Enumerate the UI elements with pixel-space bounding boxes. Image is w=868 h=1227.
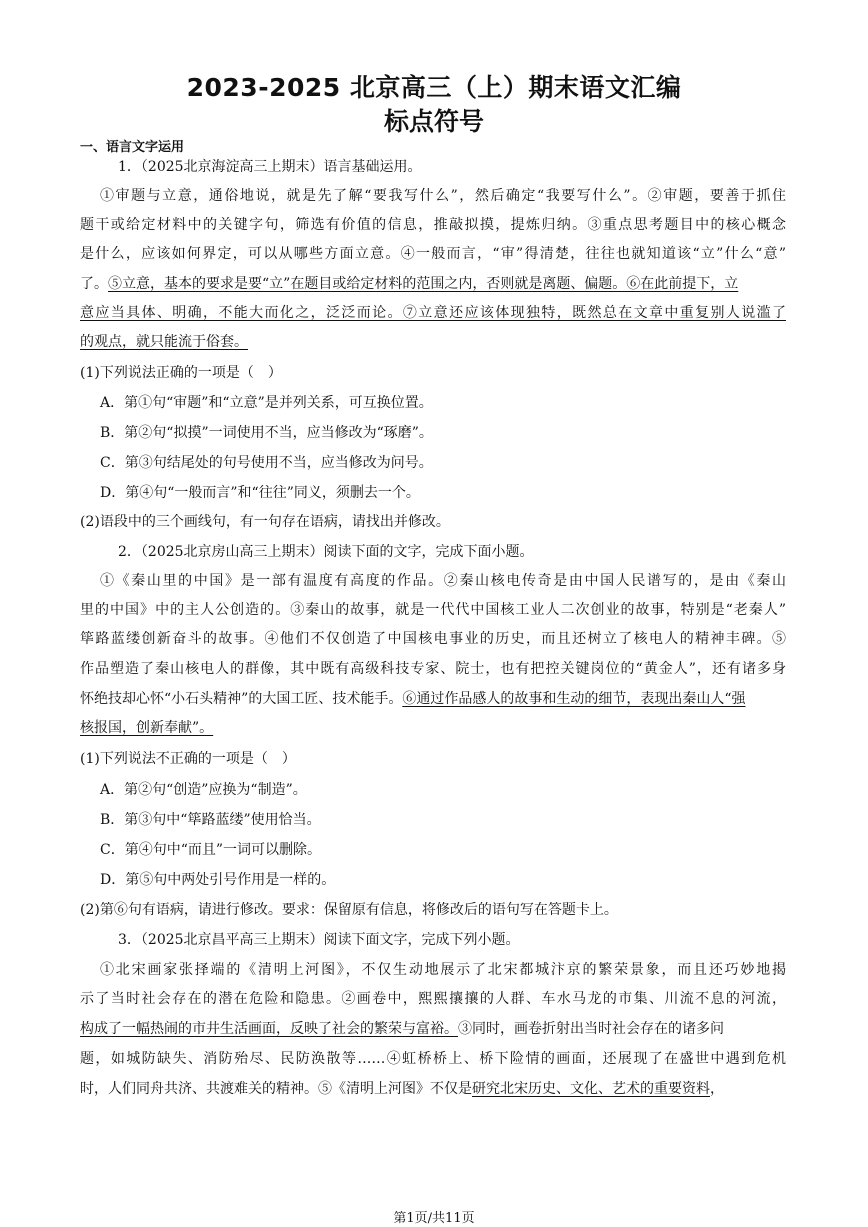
q3-underlined-sentence: 构成了一幅热闹的市井生活画面，反映了社会的繁荣与富裕。 xyxy=(80,1021,458,1037)
q1-paragraph-line: 是什么，应该如何界定，可以从哪些方面立意。④一般而言，“审”得清楚，往往也就知道该“立”什么“意” xyxy=(80,246,786,262)
q2-underlined-sentence: 核报国，创新奉献”。 xyxy=(80,720,214,736)
q2-option-d: D．第⑤句中两处引号作用是一样的。 xyxy=(100,872,336,888)
section-heading: 一、语言文字运用 xyxy=(80,140,185,155)
q1-subquestion-1: (1)下列说法正确的一项是（ ） xyxy=(80,365,282,381)
q1-paragraph-line: ①审题与立意，通俗地说，就是先了解“要我写什么”，然后确定“我要写什么”。②审题，要善于抓住 xyxy=(100,188,786,204)
q3-text: 时，人们同舟共济、共渡难关的精神。⑤《清明上河图》不仅是 xyxy=(80,1081,472,1097)
q3-text: ③同时，画卷折射出当时社会存在的诸多问 xyxy=(458,1021,724,1037)
q3-paragraph-line: 题，如城防缺失、消防殆尽、民防涣散等……④虹桥桥上、桥下险情的画面，还展现了在盛世中遇到危机 xyxy=(80,1051,786,1067)
q3-header: 3．（2025北京昌平高三上期末）阅读下面文字，完成下列小题。 xyxy=(118,932,520,948)
q2-paragraph-line: 筚路蓝缕创新奋斗的故事。④他们不仅创造了中国核电事业的历史，而且还树立了核电人的精神丰碑。⑤ xyxy=(80,631,786,647)
q1-option-a: A．第①句“审题”和“立意”是并列关系，可互换位置。 xyxy=(100,395,433,411)
q3-paragraph-line: ①北宋画家张择端的《清明上河图》，不仅生动地展示了北宋都城汴京的繁荣景象，而且还巧妙地揭 xyxy=(100,962,786,978)
q2-subquestion-2: (2)第⑥句有语病，请进行修改。要求：保留原有信息，将修改后的语句写在答题卡上。 xyxy=(80,902,618,918)
q3-paragraph-line: 示了当时社会存在的潜在危险和隐患。②画卷中，熙熙攘攘的人群、车水马龙的市集、川流不息的河流， xyxy=(80,991,786,1007)
q1-option-d: D．第④句“一般而言”和“往往”同义，须删去一个。 xyxy=(100,485,420,501)
q1-paragraph-line xyxy=(80,275,786,293)
page-title: 2023-2025 北京高三（上）期末语文汇编 xyxy=(186,73,682,102)
q2-paragraph-line: ①《秦山里的中国》是一部有温度有高度的作品。②秦山核电传奇是由中国人民谱写的，是由《秦山 xyxy=(100,573,786,589)
q1-option-c: C．第③句结尾处的句号使用不当，应当修改为问号。 xyxy=(100,455,433,471)
q2-option-c: C．第④句中“而且”一词可以删除。 xyxy=(100,842,322,858)
q2-header: 2．（2025北京房山高三上期末）阅读下面的文字，完成下面小题。 xyxy=(118,544,534,560)
q3-paragraph-line xyxy=(80,1080,786,1098)
q2-paragraph-line xyxy=(80,690,786,708)
q2-option-a: A．第②句“创造”应换为“制造”。 xyxy=(100,782,307,798)
q2-underlined-sentence: ⑥通过作品感人的故事和生动的细节，表现出秦山人“强 xyxy=(402,691,746,707)
q2-option-b: B．第③句中“筚路蓝缕”使用恰当。 xyxy=(100,812,321,828)
q2-text: 怀绝技却心怀“小石头精神”的大国工匠、技术能手。 xyxy=(80,691,403,707)
q2-subquestion-1: (1)下列说法不正确的一项是（ ） xyxy=(80,751,296,767)
q1-underlined-sentence: 意应当具体、明确，不能大而化之，泛泛而论。⑦立意还应该体现独特，既然总在文章中重复别人说滥了 xyxy=(80,305,786,321)
q1-underlined-sentence: ⑤立意，基本的要求是要“立”在题目或给定材料的范围之内，否则就是离题、偏题。⑥在此前提下，立 xyxy=(108,276,739,292)
q3-text: ， xyxy=(710,1081,724,1097)
q2-paragraph-line: 作品塑造了秦山核电人的群像，其中既有高级科技专家、院士，也有把控关键岗位的“黄金人”，还有诸多身 xyxy=(80,661,786,677)
page-footer: 第1页/共11页 xyxy=(393,1211,475,1226)
q3-underlined-phrase: 研究北宋历史、文化、艺术的重要资料 xyxy=(472,1081,710,1097)
q1-underlined-sentence: 的观点，就只能流于俗套。 xyxy=(80,334,248,350)
q1-header: 1．（2025北京海淀高三上期末）语言基础运用。 xyxy=(118,159,422,175)
q3-paragraph-line xyxy=(80,1020,786,1038)
q1-text: 了。 xyxy=(80,276,108,292)
q1-subquestion-2: (2)语段中的三个画线句，有一句存在语病，请找出并修改。 xyxy=(80,514,450,530)
page-subtitle: 标点符号 xyxy=(383,107,484,136)
q1-option-b: B．第②句“拟摸”一词使用不当，应当修改为“琢磨”。 xyxy=(100,425,433,441)
q2-paragraph-line: 里的中国》中的主人公创造的。③秦山的故事，就是一代代中国核工业人二次创业的故事，特别是“老秦人” xyxy=(80,602,786,618)
q1-paragraph-line: 题干或给定材料中的关键字句，筛选有价值的信息，推敲拟摸，提炼归纳。③重点思考题目中的核心概念 xyxy=(80,217,786,233)
